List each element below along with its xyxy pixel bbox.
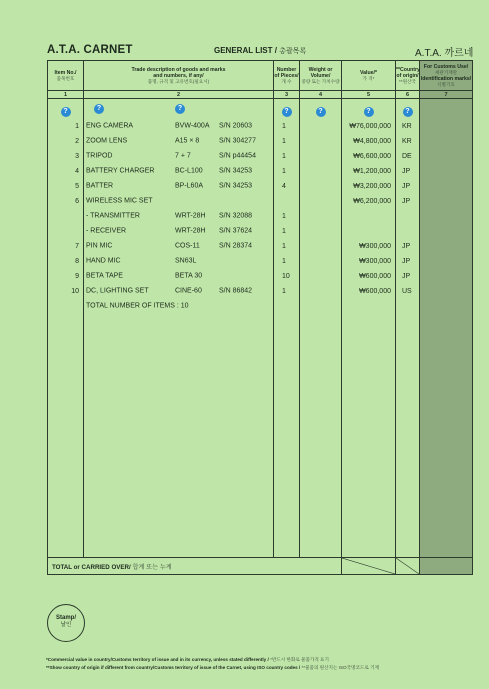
item-value: ₩76,000,000 [342,119,396,134]
item-country: JP [396,254,420,269]
col-item-no-header: Item No./ 품목번호 [48,61,84,91]
strike-line [396,558,419,574]
item-model: 7 + 7 [175,152,191,160]
item-serial: S/N 34253 [219,167,253,175]
item-country: KR [396,119,420,134]
total-label: TOTAL or CARRIED OVER/ 합계 또는 누계 [48,558,342,575]
item-model: WRT-28H [175,212,206,220]
item-number: 8 [48,254,84,269]
item-description [84,179,274,194]
info-icon[interactable]: ? [316,107,326,117]
column-header-row [48,61,473,91]
customs-cell [420,284,473,299]
total-items-row [48,299,473,314]
item-row [48,179,473,194]
customs-cell [420,209,473,224]
item-weight [300,179,342,194]
item-pieces: 10 [274,269,300,284]
item-description [84,284,274,299]
item-number [48,224,84,239]
stamp-circle [47,604,85,642]
item-serial: S/N 32088 [219,212,253,220]
item-name: - TRANSMITTER [86,212,140,220]
total-value-cell [342,558,396,575]
item-value [342,224,396,239]
col-number: 4 [300,91,342,99]
item-serial: S/N 20603 [219,122,253,130]
item-serial: S/N 304277 [219,137,256,145]
item-pieces: 4 [274,179,300,194]
item-number: 10 [48,284,84,299]
item-pieces: 1 [274,224,300,239]
item-value: ₩3,200,000 [342,179,396,194]
total-items-label: TOTAL NUMBER OF ITEMS : 10 [86,302,189,310]
info-icon[interactable]: ? [94,104,104,114]
item-row [48,254,473,269]
item-description [84,209,274,224]
item-number: 7 [48,239,84,254]
item-row [48,284,473,299]
customs-cell [420,224,473,239]
help-icon-row [48,99,473,119]
general-list-label: GENERAL LIST / [214,46,277,55]
item-weight [300,269,342,284]
customs-cell [420,194,473,209]
item-description [84,224,274,239]
customs-cell [420,239,473,254]
item-pieces: 1 [274,284,300,299]
item-name: - RECEIVER [86,227,127,235]
item-model: CINE-60 [175,287,202,295]
item-number [48,209,84,224]
col-number: 5 [342,91,396,99]
info-icon[interactable]: ? [175,104,185,114]
item-country: JP [396,269,420,284]
item-pieces: 1 [274,119,300,134]
col-number: 3 [274,91,300,99]
footnote-value: *Commercial value in country/Customs territory of issue and in its currency, unless stated differently / *반드시 한화로 물품가격 표기 [46,657,329,662]
item-weight [300,209,342,224]
item-serial: S/N 86842 [219,287,253,295]
col-description-header: Trade description of goods and marks and numbers, if any/ 품명, 규격 및 고유번호(필요시) [84,61,274,91]
item-pieces: 1 [274,134,300,149]
item-description [84,269,274,284]
customs-cell [420,164,473,179]
customs-cell [420,179,473,194]
item-number: 4 [48,164,84,179]
item-serial: S/N 28374 [219,242,253,250]
item-name: ENG CAMERA [86,122,134,130]
item-row [48,224,473,239]
item-country: DE [396,149,420,164]
item-number: 2 [48,134,84,149]
item-number: 1 [48,119,84,134]
empty-body-row [48,314,473,558]
customs-cell [420,119,473,134]
strike-line [342,558,395,574]
item-row [48,164,473,179]
customs-cell [420,134,473,149]
item-serial: S/N p44454 [219,152,256,160]
col-number: 2 [84,91,274,99]
footnote-country: **Show country of origin if different from country/Customs territory of issue of the Carnet, using ISO country codes / **물품의 원산지는 ISO국명코드로 기재 [46,665,379,670]
item-model: BVW-400A [175,122,210,130]
item-weight [300,254,342,269]
item-weight [300,149,342,164]
item-number [48,299,84,314]
item-name: PIN MIC [86,242,113,250]
item-model: BETA 30 [175,272,203,280]
customs-cell [420,299,473,314]
item-name: HAND MIC [86,257,121,265]
customs-cell [420,149,473,164]
item-country: US [396,284,420,299]
col-customs-header: For Customs Use/ 세관기재란 Identification marks/ 식별기호 [420,61,473,91]
info-icon[interactable]: ? [403,107,413,117]
item-model: A15 × 8 [175,137,200,145]
item-weight [300,194,342,209]
item-description [84,149,274,164]
item-pieces: 1 [274,239,300,254]
item-weight [300,164,342,179]
item-value: ₩600,000 [342,284,396,299]
item-name: WIRELESS MIC SET [86,197,153,205]
item-description [84,194,274,209]
item-number: 6 [48,194,84,209]
item-row [48,134,473,149]
item-name: BATTERY CHARGER [86,167,155,175]
item-value: ₩6,200,000 [342,194,396,209]
item-pieces [274,194,300,209]
item-country: JP [396,239,420,254]
item-weight [300,119,342,134]
stamp-label-ko: 날인 [60,622,72,629]
item-row [48,209,473,224]
document-title-ko: A.T.A. 까르네 [415,48,474,59]
item-row [48,269,473,284]
item-name: BATTER [86,182,114,190]
item-description [84,164,274,179]
item-pieces: 1 [274,209,300,224]
col-number: 1 [48,91,84,99]
column-number-row [48,91,473,99]
item-weight [300,224,342,239]
item-value [342,299,396,314]
item-serial: S/N 34253 [219,182,253,190]
item-value: ₩300,000 [342,254,396,269]
stamp-label: Stamp/ [55,615,76,621]
item-country: JP [396,179,420,194]
item-country: KR [396,134,420,149]
document-title: A.T.A. CARNET [47,44,133,56]
item-number: 9 [48,269,84,284]
item-row [48,149,473,164]
item-weight [300,284,342,299]
item-row [48,239,473,254]
item-pieces: 1 [274,164,300,179]
item-value: ₩600,000 [342,269,396,284]
item-pieces [274,299,300,314]
item-name: DC, LIGHTING SET [86,287,149,295]
col-number: 7 [420,91,473,99]
customs-cell [420,254,473,269]
item-description [84,254,274,269]
item-name: TRIPOD [86,152,113,160]
item-description [84,119,274,134]
info-icon[interactable]: ? [282,107,292,117]
item-value [342,209,396,224]
general-list-heading [214,46,306,56]
item-weight [300,134,342,149]
item-country [396,299,420,314]
col-value-header: Value/* 가 격* [342,61,396,91]
item-country: JP [396,194,420,209]
item-model: WRT-28H [175,227,206,235]
item-model: SN63L [175,257,197,265]
item-model: BP-L60A [175,182,204,190]
total-customs-cell [420,558,473,575]
item-value: ₩4,800,000 [342,134,396,149]
item-weight [300,239,342,254]
col-number: 6 [396,91,420,99]
item-serial: S/N 37624 [219,227,253,235]
item-model: BC-L100 [175,167,203,175]
total-row [48,558,473,575]
item-country [396,224,420,239]
col-country-header: **Country of origin/ **원산국 [396,61,420,91]
customs-cell [420,269,473,284]
item-value: ₩1,200,000 [342,164,396,179]
item-name: ZOOM LENS [86,137,128,145]
item-weight [300,299,342,314]
total-country-cell [396,558,420,575]
general-list-label-ko: 총괄목록 [279,48,307,55]
item-row [48,119,473,134]
item-value: ₩6,600,000 [342,149,396,164]
item-name: BETA TAPE [86,272,123,280]
item-pieces: 1 [274,254,300,269]
item-number: 3 [48,149,84,164]
item-description [84,239,274,254]
info-icon[interactable]: ? [364,107,374,117]
item-description [84,299,274,314]
general-list-table [47,60,473,575]
item-country [396,209,420,224]
col-weight-header: Weight or Volume/ 중량 또는 가치수량 [300,61,342,91]
item-row [48,194,473,209]
item-country: JP [396,164,420,179]
item-pieces: 1 [274,149,300,164]
item-model: COS-11 [175,242,200,250]
info-icon[interactable]: ? [61,107,71,117]
col-pieces-header: Number of Pieces/ 개 수 [274,61,300,91]
item-number: 5 [48,179,84,194]
item-value: ₩300,000 [342,239,396,254]
item-description [84,134,274,149]
